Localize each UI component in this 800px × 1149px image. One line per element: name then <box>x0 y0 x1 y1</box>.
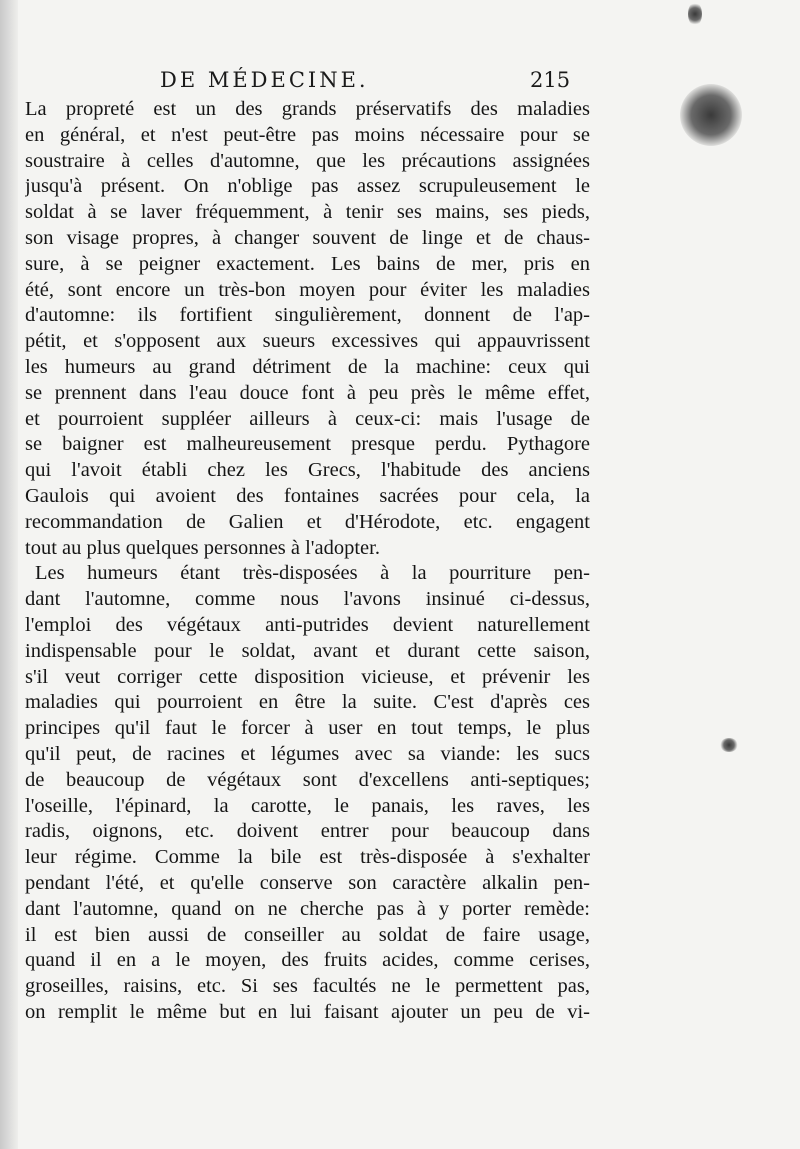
ink-blot-right-margin <box>680 84 742 146</box>
text-line: qui l'avoit établi chez les Grecs, l'habitude des anciens <box>25 459 590 482</box>
text-line: l'emploi des végétaux anti-putrides devient naturellement <box>25 613 590 636</box>
text-line: été, sont encore un très-bon moyen pour éviter les maladies <box>25 278 590 301</box>
text-line: se prennent dans l'eau douce font à peu près le même effet, <box>25 381 590 404</box>
text-line: recommandation de Galien et d'Hérodote, etc. engagent <box>25 510 590 533</box>
page-number: 215 <box>530 68 571 92</box>
text-line: il est bien aussi de conseiller au soldat de faire usage, <box>25 923 590 946</box>
text-line: leur régime. Comme la bile est très-disposée à s'exhalter <box>25 846 590 869</box>
text-line: les humeurs au grand détriment de la machine: ceux qui <box>25 355 590 378</box>
text-line: se baigner est malheureusement presque perdu. Pythagore <box>25 433 590 456</box>
text-line: quand il en a le moyen, des fruits acides, comme cerises, <box>25 949 590 972</box>
text-line: en général, et n'est peut-être pas moins nécessaire pour se <box>25 123 590 146</box>
text-line: dant l'automne, comme nous l'avons insinué ci-dessus, <box>25 588 590 611</box>
text-line: son visage propres, à changer souvent de linge et de chaus- <box>25 226 590 249</box>
text-line: pétit, et s'opposent aux sueurs excessives qui appauvrissent <box>25 330 590 353</box>
text-line: jusqu'à présent. On n'oblige pas assez scrupuleusement le <box>25 175 590 198</box>
page-gutter-shadow <box>0 0 18 1149</box>
text-line: soldat à se laver fréquemment, à tenir ses mains, ses pieds, <box>25 201 590 224</box>
ink-mark-right-margin <box>720 738 738 752</box>
text-line: Les humeurs étant très-disposées à la pourriture pen- <box>35 562 590 585</box>
text-line: groseilles, raisins, etc. Si ses facultés ne le permettent pas, <box>25 975 590 998</box>
text-line: sure, à se peigner exactement. Les bains de mer, pris en <box>25 252 590 275</box>
text-line: soustraire à celles d'automne, que les précautions assignées <box>25 149 590 172</box>
ink-blot-top-right <box>688 2 702 26</box>
text-line: d'automne: ils fortifient singulièrement, donnent de l'ap- <box>25 304 590 327</box>
text-line: principes qu'il faut le forcer à user en tout temps, le plus <box>25 717 590 740</box>
text-line: tout au plus quelques personnes à l'adopter. <box>25 536 380 559</box>
text-line: La propreté est un des grands préservatifs des maladies <box>25 98 590 120</box>
text-line: Gaulois qui avoient des fontaines sacrées pour cela, la <box>25 484 590 507</box>
text-line: pendant l'été, et qu'elle conserve son caractère alkalin pen- <box>25 871 590 894</box>
text-line: radis, oignons, etc. doivent entrer pour beaucoup dans <box>25 820 590 843</box>
running-head: DE MÉDECINE. <box>160 68 369 92</box>
text-line: maladies qui pourroient en être la suite. C'est d'après ces <box>25 691 590 714</box>
text-line: s'il veut corriger cette disposition vicieuse, et prévenir les <box>25 665 590 688</box>
text-line: dant l'automne, quand on ne cherche pas à y porter remède: <box>25 897 590 920</box>
text-line: qu'il peut, de racines et légumes avec sa viande: les sucs <box>25 742 590 765</box>
text-line: indispensable pour le soldat, avant et durant cette saison, <box>25 639 590 662</box>
text-line: et pourroient suppléer ailleurs à ceux-ci: mais l'usage de <box>25 407 590 430</box>
text-line: on remplit le même but en lui faisant ajouter un peu de vi- <box>25 1000 590 1023</box>
body-text <box>25 97 590 1026</box>
text-line: l'oseille, l'épinard, la carotte, le panais, les raves, les <box>25 794 590 817</box>
text-line: de beaucoup de végétaux sont d'excellens anti-septiques; <box>25 768 590 791</box>
